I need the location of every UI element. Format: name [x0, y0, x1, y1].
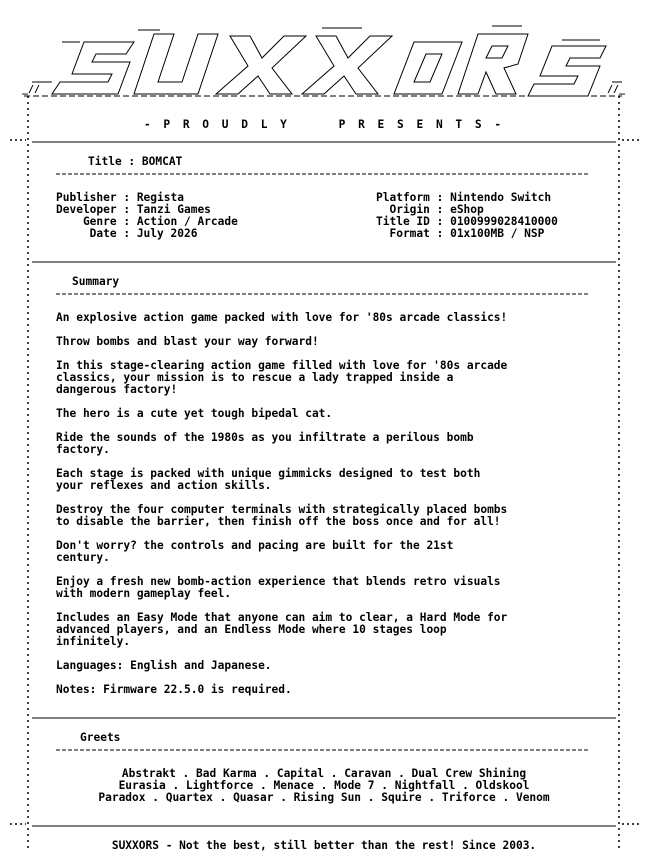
- summary-paragraph: In this stage-clearing action game filled with love for '80s arcade classics, your mission is to rescue a lady trapped inside a dangerous factory!: [56, 359, 508, 396]
- proudly-presents: - P R O U D L Y P R E S E N T S -: [143, 118, 505, 131]
- summary-paragraph: Throw bombs and blast your way forward!: [56, 335, 319, 348]
- summary-paragraph: Ride the sounds of the 1980s as you infiltrate a perilous bomb factory.: [56, 431, 474, 456]
- svg-text:_//: _//: [22, 84, 41, 95]
- info-title-id: Title ID : 0100999028410000: [376, 215, 558, 228]
- summary-paragraph: Each stage is packed with unique gimmicks designed to test both your reflexes and action skills.: [56, 467, 481, 492]
- info-platform: Platform : Nintendo Switch: [376, 191, 552, 204]
- summary-paragraph: The hero is a cute yet tough bipedal cat.: [56, 407, 333, 420]
- summary-heading: Summary: [72, 275, 120, 288]
- group-logo: [22, 12, 626, 112]
- summary-paragraph: An explosive action game packed with love for '80s arcade classics!: [56, 311, 508, 324]
- info-developer: Developer : Tanzi Games: [56, 203, 211, 216]
- info-publisher: Publisher : Regista: [56, 191, 184, 204]
- footer-tagline: SUXXORS - Not the best, still better than the rest! Since 2003.: [111, 839, 537, 852]
- info-date: Date : July 2026: [56, 227, 198, 240]
- summary-paragraph: Don't worry? the controls and pacing are built for the 21st century.: [56, 539, 454, 564]
- summary-paragraph: Notes: Firmware 22.5.0 is required.: [56, 683, 292, 696]
- summary-paragraph: Languages: English and Japanese.: [56, 659, 272, 672]
- svg-text://_: //_: [607, 84, 626, 95]
- greets-line: Paradox . Quartex . Quasar . Rising Sun . Squire . Triforce . Venom: [98, 791, 550, 804]
- title-line: Title : BOMCAT: [88, 155, 183, 168]
- summary-paragraph: Includes an Easy Mode that anyone can aim to clear, a Hard Mode for advanced players, and an Endless Mode where 10 stages loop infinitely.: [56, 611, 508, 648]
- info-genre: Genre : Action / Arcade: [56, 215, 238, 228]
- greets-line: Abstrakt . Bad Karma . Capital . Caravan . Dual Crew Shining: [121, 767, 527, 780]
- greets-heading: Greets: [80, 731, 121, 744]
- summary-paragraph: Destroy the four computer terminals with strategically placed bombs to disable the barrier, then finish off the boss once and for all!: [56, 503, 508, 528]
- info-format: Format : 01x100MB / NSP: [376, 227, 545, 240]
- info-origin: Origin : eShop: [376, 203, 484, 216]
- greets-line: Eurasia . Lightforce . Menace . Mode 7 . Nightfall . Oldskool: [118, 779, 530, 792]
- summary-paragraph: Enjoy a fresh new bomb-action experience that blends retro visuals with modern gameplay feel.: [56, 575, 501, 600]
